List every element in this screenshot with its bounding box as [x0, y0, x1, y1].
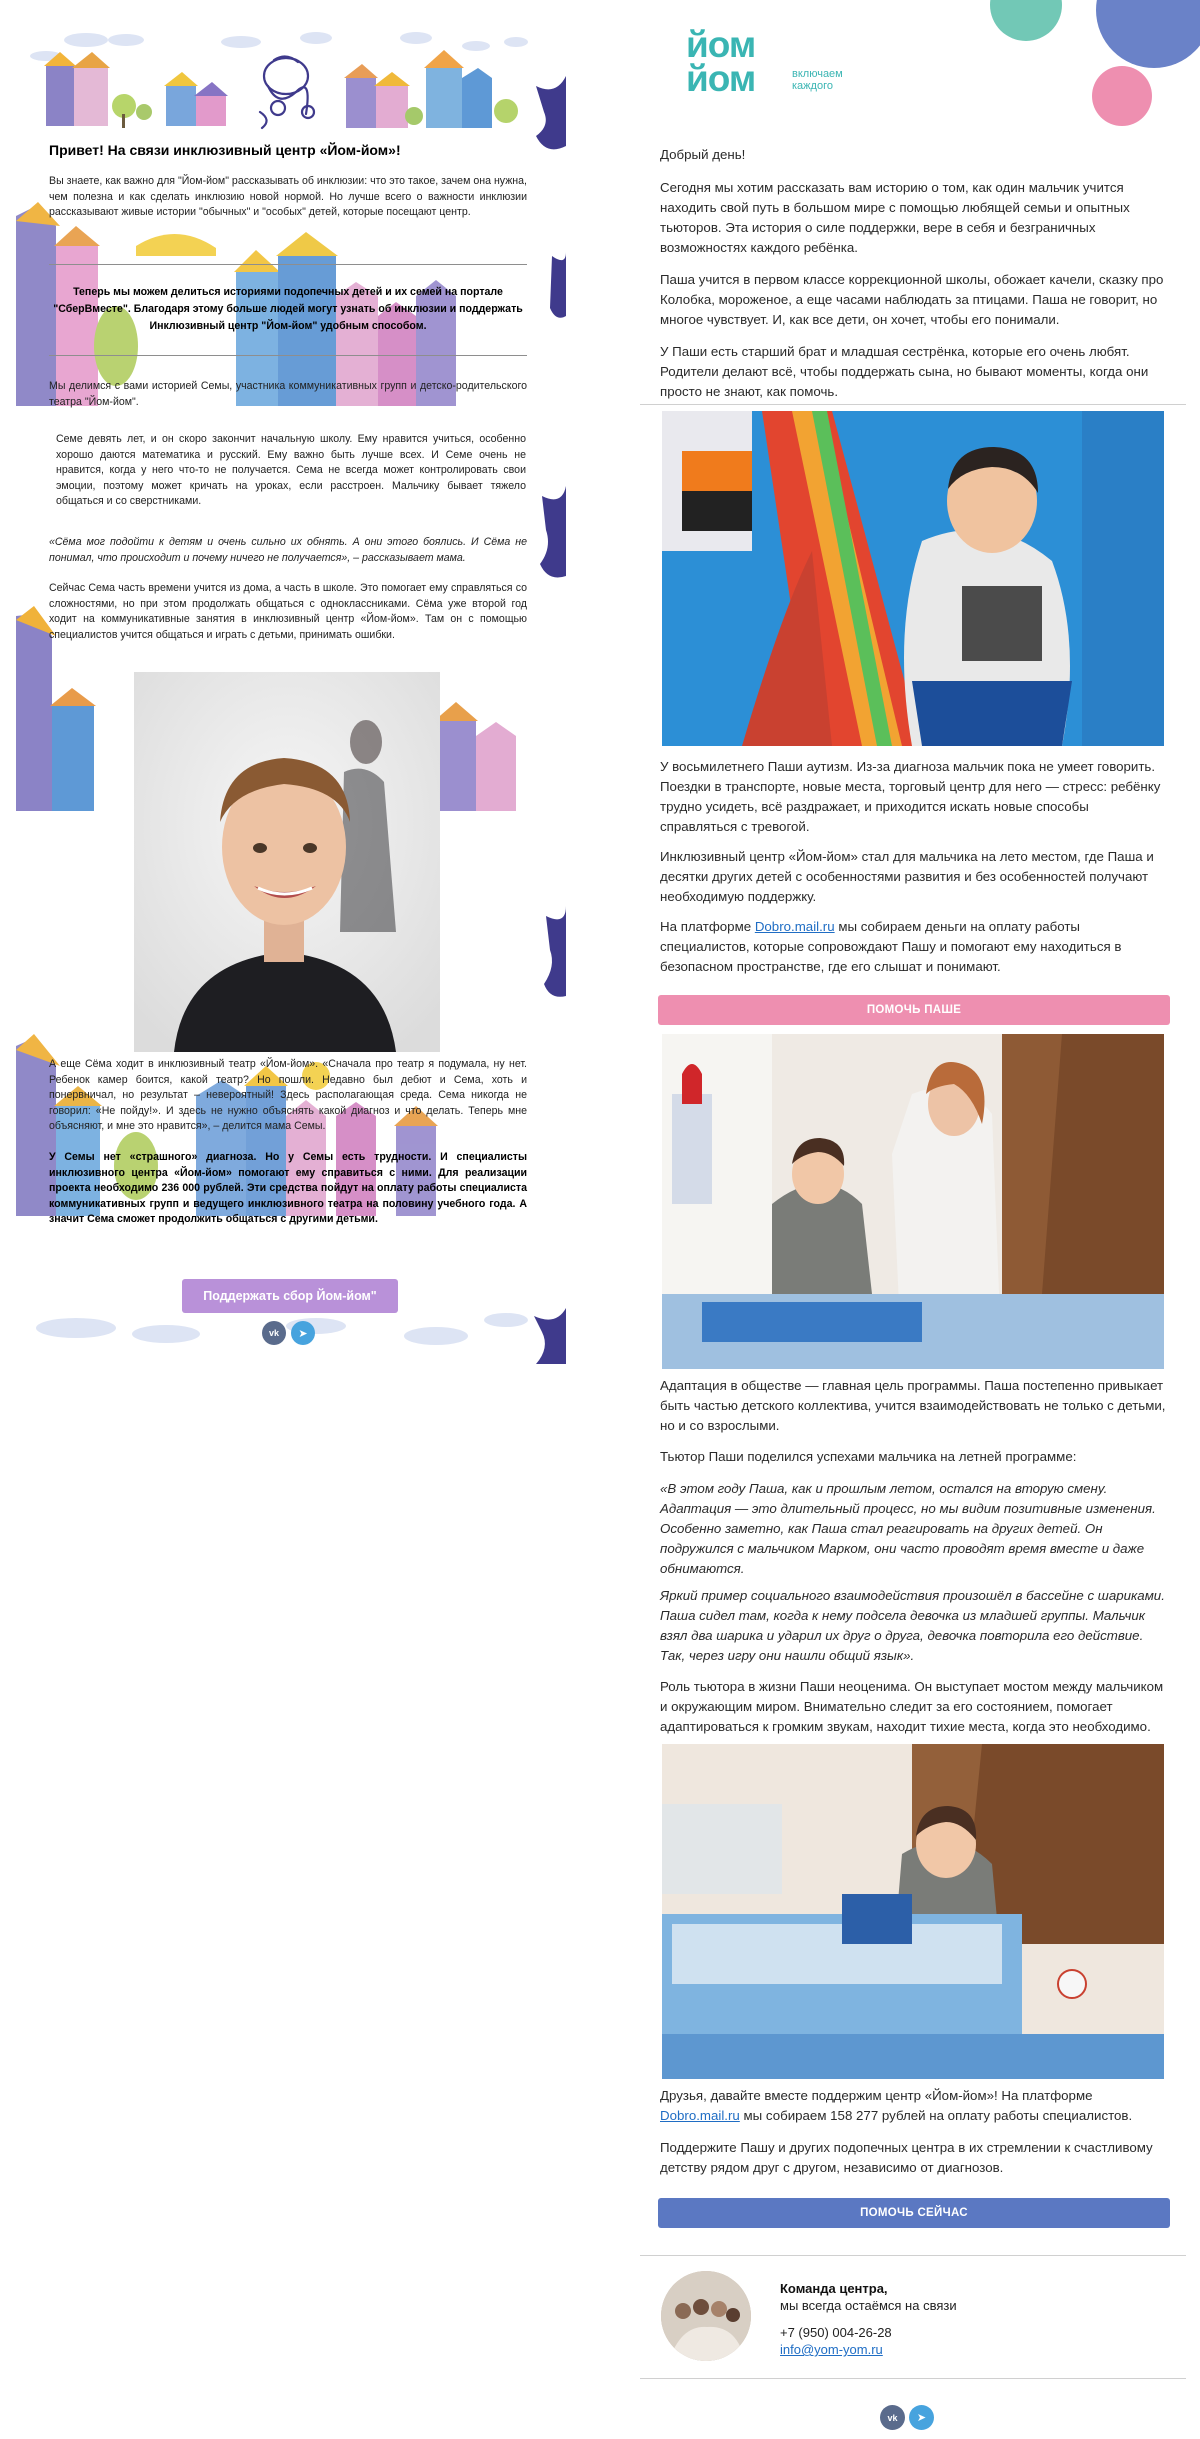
pasha-paragraph: Паша учится в первом классе коррекционной школы, обожает качели, сказку про Колобка, мороженое, а еще часами наблюдать за птицами. Паша не говорит, но многое чувствует. И, как все дети, он хочет, чтобы его понимали.: [660, 272, 1164, 327]
signature-name: Команда центра,: [780, 2281, 888, 2296]
help-now-button[interactable]: ПОМОЧЬ СЕЙЧАС: [658, 2198, 1170, 2228]
left-newsletter: [16, 16, 566, 1364]
logo-tagline-2: каждого: [792, 80, 833, 92]
tutor-quote-2: Яркий пример социального взаимодействия произошёл в бассейне с шариками. Паша сидел там, когда к нему подсела девочка из младшей группы. Мальчик взял два шарика и ударил их друг о друга, девочка повторила его действие. Так, через игру они нашли общий язык».: [660, 1588, 1165, 1663]
intro-paragraph: Вы знаете, как важно для "Йом-йом" рассказывать об инклюзии: что это такое, зачем она нужна, чем полезна и как сделать инклюзию новой нормой. Но лучше всего о важности инклюзии рассказывают живые истории "обычных" и "особых" детей, которые посещают центр.: [49, 175, 527, 218]
signature-subtitle: мы всегда остаёмся на связи: [780, 2298, 957, 2313]
child-photo: [134, 672, 440, 1052]
friends-paragraph: [660, 2086, 1166, 2126]
platform-text-pre: На платформе: [660, 919, 755, 934]
divider: [640, 404, 1186, 405]
tutor-photo: [662, 1034, 1164, 1369]
hammock-photo: [662, 411, 1164, 746]
story-paragraph: Семе девять лет, и он скоро закончит начальную школу. Ему нравится учиться, особенно хорошо даются математика и русский. Ему важно быть лучше всех. И Семе очень не нравится, когда у него что-то не получается. Сема не всегда может контролировать свои эмоции, поэтому может кричать на уроках, если расстроен. Мальчику бывает тяжело общаться и со сверстниками.: [56, 433, 526, 507]
family-paragraph: У Паши есть старший брат и младшая сестрёнка, которые его очень любят. Родители делают всё, чтобы поддержать сына, но бывают моменты, когда они просто не знают, как помочь.: [660, 344, 1149, 399]
theater-paragraph: А еще Сёма ходит в инклюзивный театр «Йом-йом». «Сначала про театр я подумала, ну нет. Ребенок камер боится, какой театр? Но пошли. Недавно был дебют и Сема, хоть и понервничал, но результат – невероятный! Здесь располагающая среда. Сема никогда не говорил: «Не пойду!». И здесь не нужно объяснять какой диагноз и что делать. Теперь мне объясняют, и мне это нравится», – делится мама Семы.: [49, 1058, 527, 1132]
intro-paragraph: Сегодня мы хотим рассказать вам историю о том, как один мальчик учится находить свой путь в большом мире с помощью любящей семьи и опытных тьюторов. Эта история о силе поддержки, вере в себя и безграничных возможностях каждого ребёнка.: [660, 180, 1130, 255]
telegram-icon[interactable]: ➤: [291, 1321, 315, 1345]
tutor-intro: Тьютор Паши поделился успехами мальчика на летней программе:: [660, 1449, 1077, 1464]
mother-quote: «Сёма мог подойти к детям и очень сильно их обнять. А они этого боялись. И Сёма не понимал, что происходит и почему ничего не получается», – рассказывает мама.: [49, 536, 527, 564]
logo-word-top: йом: [686, 24, 756, 65]
divider: [640, 2255, 1186, 2256]
friends-text-post: мы собираем 158 277 рублей на оплату работы специалистов.: [739, 2108, 1133, 2123]
logo-tagline-1: включаем: [792, 68, 843, 80]
signature-email[interactable]: info@yom-yom.ru: [780, 2342, 883, 2357]
sber-highlight-paragraph: Теперь мы можем делиться историями подопечных детей и их семей на портале "СберВместе". Благодаря этому больше людей могут узнать об инклюзии и поддержать Инклюзивный центр "Йом-йом" удобным способом.: [53, 286, 523, 332]
platform-paragraph: [660, 917, 1166, 977]
divider: [49, 264, 527, 265]
vk-icon[interactable]: vk: [262, 1321, 286, 1345]
tutor-quote-1: «В этом году Паша, как и прошлым летом, остался на вторую смену. Адаптация — это длительный процесс, но мы видим позитивные изменения. Особенно заметно, как Паша стал реагировать на других детей. Он подружился с мальчиком Марком, они часто проводят время вместе и даже обнимаются.: [660, 1481, 1156, 1576]
support-button[interactable]: Поддержать сбор Йом-йом": [182, 1279, 398, 1313]
platform-text-post: мы собираем деньги на оплату работы специалистов, которые сопровождают Пашу и помогают ему находиться в безопасном пространстве, где его слышат и понимают.: [660, 919, 1122, 974]
greeting-heading: Привет! На связи инклюзивный центр «Йом-йом»!: [49, 142, 401, 158]
center-paragraph: Инклюзивный центр «Йом-йом» стал для мальчика на лето местом, где Паша и десятки других детей с особенностями развития и без особенностей получают необходимую поддержку.: [660, 849, 1154, 904]
dobro-link-2[interactable]: Dobro.mail.ru: [660, 2108, 740, 2123]
social-links: [262, 1321, 315, 1345]
team-avatar: [661, 2271, 751, 2361]
boy-table-photo: [662, 1744, 1164, 2079]
greeting: Добрый день!: [660, 147, 746, 162]
logo-word-bottom: йом: [686, 58, 756, 99]
story-paragraph-2: Сейчас Сема часть времени учится из дома, а часть в школе. Это помогает ему справляться со сложностями, но при этом продолжать общаться с одноклассниками. Сёма уже второй год ходит на коммуникативные занятия в инклюзивный центр «Йом-йом». Там он с помощью специалистов учится общаться и играть с детьми, принимать ошибки.: [49, 582, 527, 641]
divider: [49, 355, 527, 356]
support-paragraph: Поддержите Пашу и других подопечных центра в их стремлении к счастливому детству рядом друг с другом, независимо от диагнозов.: [660, 2140, 1153, 2175]
divider: [640, 2378, 1186, 2379]
yom-yom-logo: [686, 24, 906, 108]
story-intro-paragraph: Мы делимся с вами историей Семы, участника коммуникативных групп и детско-родительского театра "Йом-йом".: [49, 380, 527, 408]
diagnosis-paragraph: У восьмилетнего Паши аутизм. Из-за диагноза мальчик пока не умеет говорить. Поездки в транспорте, новые места, торговый центр для него — стресс: ребёнку трудно усидеть, всё раздражает, и приходится искать новые способы справляться с тревогой.: [660, 759, 1161, 834]
friends-text-pre: Друзья, давайте вместе поддержим центр «Йом-йом»! На платформе: [660, 2088, 1093, 2103]
signature-phone[interactable]: +7 (950) 004-26-28: [780, 2325, 892, 2340]
help-pasha-button[interactable]: ПОМОЧЬ ПАШЕ: [658, 995, 1170, 1025]
social-links: [880, 2405, 934, 2430]
telegram-icon[interactable]: ➤: [909, 2405, 934, 2430]
vk-icon[interactable]: vk: [880, 2405, 905, 2430]
need-paragraph: У Семы нет «страшного» диагноза. Но у Семы есть трудности. И специалисты инклюзивного центра «Йом-йом» помогают ему справиться с ними. Для реализации проекта необходимо 236 000 рублей. Эти средства пойдут на оплату работы специалиста коммуникативных групп и ведущего инклюзивного театра на половину учебного года. А значит Сема сможет продолжить общаться с другими детьми.: [49, 1151, 527, 1225]
tutor-role-paragraph: Роль тьютора в жизни Паши неоценима. Он выступает мостом между мальчиком и окружающим миром. Внимательно следит за его состоянием, помогает адаптироваться к громким звукам, находит тихие места, когда это необходимо.: [660, 1679, 1164, 1734]
dobro-link[interactable]: Dobro.mail.ru: [754, 919, 835, 934]
right-newsletter: [634, 0, 1200, 2439]
adaptation-paragraph: Адаптация в обществе — главная цель программы. Паша постепенно привыкает быть частью детского коллектива, учится взаимодействовать не только с детьми, но и со взрослыми.: [660, 1378, 1166, 1433]
